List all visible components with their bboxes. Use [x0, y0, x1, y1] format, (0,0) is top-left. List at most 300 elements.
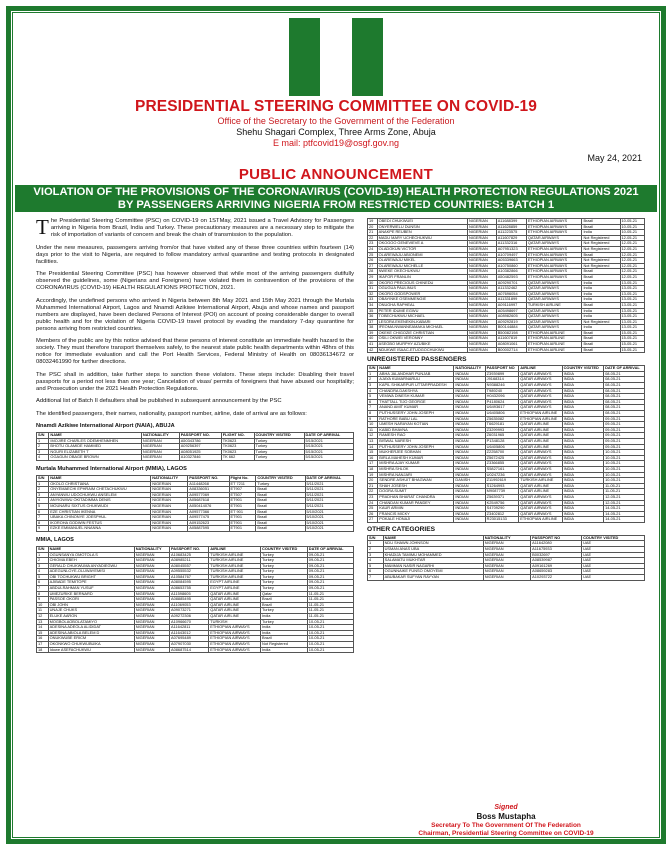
table-cell: 08-05-21 — [604, 388, 645, 394]
table-cell: ETHIOPIAN AIRLINE — [526, 330, 582, 336]
table-header-cell: Flight No. — [229, 475, 256, 481]
table-cell: NIGERIAN — [151, 526, 188, 532]
table-cell: Idowe ASEFACHUKWU — [48, 647, 134, 653]
table-cell: 11-05-21 — [307, 591, 353, 597]
table-header-cell: NAME — [383, 535, 483, 541]
table-cell: NIGERIAN — [134, 608, 169, 614]
table-cell: NIGERIAN — [141, 444, 179, 450]
table-cell: NIGERIAN — [468, 314, 497, 320]
table-row — [368, 319, 645, 325]
table-cell: QATAR AIRWAYS — [526, 297, 582, 303]
table-cell: 39 — [368, 330, 378, 336]
table-cell: 6 — [368, 569, 384, 575]
table-cell: ONUKWUBE ERICM — [48, 636, 134, 642]
table-cell: TOBECHUKWU MICHAEL — [377, 314, 467, 320]
table-cell: 5 — [37, 574, 49, 580]
table-cell: A08539987 — [531, 558, 582, 564]
table-row — [368, 246, 645, 252]
table-cell: 32 — [368, 291, 378, 297]
table-cell: A10293722 — [531, 575, 582, 581]
table-cell: OBI JOHN — [48, 602, 134, 608]
table-cell: ASEGBO MURPHY AZUBIKE — [377, 342, 467, 348]
table-cell: TK0623 — [221, 438, 254, 444]
table-header-cell: S/N — [37, 433, 49, 439]
table-cell: QATAR AIRWAYS — [519, 405, 562, 411]
table-row — [368, 235, 645, 241]
table-header-cell: NATIONALITY — [454, 366, 485, 372]
table-cell: 3 — [37, 563, 49, 569]
table-cell: QATAR AIRWAYS — [526, 319, 582, 325]
table-cell: ETHIOPIAN AIRWAYS — [209, 625, 261, 631]
table-cell: B00144884 — [496, 325, 526, 331]
table-cell: ETHIOPIAN AIRWAYS — [526, 224, 582, 230]
table-cell: 2 — [368, 547, 384, 553]
table-cell: U6405806 — [485, 444, 519, 450]
table-cell: 11-05-21 — [307, 602, 353, 608]
table-cell: INDIA — [562, 461, 603, 467]
table-cell: INDIAN — [454, 377, 485, 383]
table-cell: 5/15/2021 — [304, 438, 353, 444]
table-cell: OLADOKUN VICTOR — [377, 246, 467, 252]
table-cell: Qatar — [261, 591, 308, 597]
table-cell: 12-05-21 — [620, 246, 644, 252]
table-cell: Brazil — [582, 336, 620, 342]
table-row — [368, 263, 645, 269]
table-cell: A07951323 — [496, 246, 526, 252]
table-cell: QATAR AIRWAYS — [526, 286, 582, 292]
table-cell: 1 — [37, 552, 49, 558]
table-cell: Turkey — [261, 608, 308, 614]
table-cell: NIGERIAN — [483, 541, 530, 547]
table-cell: EGYPT AIRLINE — [209, 580, 261, 586]
table-row — [368, 347, 645, 353]
table-cell: UAE — [582, 563, 645, 569]
table-cell: TURKISH AIRLINE — [209, 574, 261, 580]
flag-stripe-left — [289, 18, 320, 96]
table-cell: TK0623 — [221, 449, 254, 455]
table-cell: A50482593 — [496, 274, 526, 280]
table-cell: INDIA — [562, 411, 603, 417]
table-cell: TK 662 — [221, 455, 254, 461]
table-cell: NIGERIAN — [483, 552, 530, 558]
table-header-cell: PASSPORT NO. — [188, 475, 229, 481]
nigeria-flag-icon — [289, 18, 383, 96]
table-cell: ETHIOPIAN AIRLINE — [526, 336, 582, 342]
table-cell: 34 — [368, 302, 378, 308]
table-cell: Turkey — [261, 569, 308, 575]
table-cell: A50343786 — [179, 438, 221, 444]
table-cell: NIGERIAN — [151, 487, 188, 493]
address-line: Shehu Shagari Complex, Three Arms Zone, Abuja — [236, 127, 436, 137]
table-cell: 13-05-21 — [620, 314, 644, 320]
table-header-cell: PASSPORT NO — [531, 535, 582, 541]
table-cell: NIGERIAN — [483, 558, 530, 564]
table-cell: 10-05-21 — [604, 450, 645, 456]
table-cell: A10966670 — [170, 619, 209, 625]
table-cell: ONUGHA RAPHEAL — [377, 302, 467, 308]
table-cell: NIGERIAN — [151, 498, 188, 504]
table-cell: A11643012 — [170, 630, 209, 636]
table-cell: 13-05-21 — [620, 325, 644, 331]
table-cell: NIGERIAN — [468, 224, 497, 230]
table-cell: 15 — [368, 450, 378, 456]
table-cell: MOGBOLAOBOLATAMIYO — [48, 619, 134, 625]
table-cell: Z6031965 — [485, 433, 519, 439]
table-cell: INDIA — [562, 511, 603, 517]
table-cell: A11675933 — [531, 547, 582, 553]
table-cell: India — [261, 630, 308, 636]
table-cell: 17 — [37, 642, 49, 648]
table-cell: A09073271 — [170, 608, 209, 614]
subtitle-line-1: VIOLATION OF THE PROVISIONS OF THE CORONAVIRUS (COVID-19) HEALTH PROTECTION REGULATIONS 2021 — [33, 186, 639, 198]
table-cell: 09-05-21 — [307, 586, 353, 592]
table-cell: NIGERIAN — [468, 274, 497, 280]
table-cell: 5 — [368, 394, 378, 400]
table-cell: 12-05-21 — [604, 494, 645, 500]
table-cell: DANISH — [454, 478, 485, 484]
table-cell: 09-05-21 — [604, 433, 645, 439]
table-cell: NIGERIAN — [134, 597, 169, 603]
table-cell: NIGERIAN — [483, 575, 530, 581]
table-cell: U6405806 — [485, 411, 519, 417]
table-header-cell: PASSPORT NO — [485, 366, 519, 372]
table-cell: 08-05-21 — [604, 405, 645, 411]
table-cell: 5/15/2021 — [304, 444, 353, 450]
table-cell: Not Registered — [582, 319, 620, 325]
table-cell: 36 — [368, 314, 378, 320]
table-cell: QATAR AIRWAYS — [526, 314, 582, 320]
table-cell: A10327846 — [179, 455, 221, 461]
table-cell: 1 — [37, 438, 49, 444]
table-cell: 24 — [368, 500, 378, 506]
table-cell: 08-05-21 — [604, 371, 645, 377]
table-cell: INDIAN — [454, 422, 485, 428]
table-cell: 41 — [368, 342, 378, 348]
table-cell: SALAMATU MUKHTAR — [383, 558, 483, 564]
table-cell: K2549756 — [485, 500, 519, 506]
table-cell: INDIAN — [454, 489, 485, 495]
table-cell: 25 — [368, 506, 378, 512]
table-cell: NIGERIAN — [134, 558, 169, 564]
table-cell: Brazil — [582, 224, 620, 230]
table-cell: NIGERIAN — [134, 569, 169, 575]
table-cell: QATAR AIRWAYS — [519, 494, 562, 500]
table-cell: A11598605 — [170, 591, 209, 597]
table-cell: A09161269 — [531, 563, 582, 569]
table-cell: 19 — [368, 472, 378, 478]
table-cell: 21 — [368, 483, 378, 489]
table-cell: Brazil — [582, 274, 620, 280]
table-cell: PASSOE OKORI — [48, 597, 134, 603]
table-cell: Brazil — [582, 252, 620, 258]
table-cell: Turkey — [261, 574, 308, 580]
table-cell: A05498697 — [496, 308, 526, 314]
table-cell: U6493617 — [485, 405, 519, 411]
table-cell: ADESINA ADEOLA ALIDIDAT — [48, 625, 134, 631]
table-cell: A10709497 — [496, 252, 526, 258]
table-cell: R23015133 — [485, 517, 519, 523]
table-cell: 12-05-21 — [620, 263, 644, 269]
flag-stripe-right — [352, 18, 383, 96]
table-cell: Brazil — [256, 509, 305, 515]
table-cell: INDIA — [562, 478, 603, 484]
table-cell: 9 — [37, 526, 49, 532]
table-cell: NIGERIAN — [134, 630, 169, 636]
table-cell: OLAREWAJU MICHELLE — [377, 263, 467, 269]
table-cell: 38 — [368, 325, 378, 331]
table-cell: INDIA — [562, 438, 603, 444]
table-cell: 10-05-21 — [307, 636, 353, 642]
table-cell: ANAND AMIT KUMAR — [378, 405, 454, 411]
table-cell: CHANDAN KUMAR PANDEY — [378, 500, 454, 506]
table-cell: 14 — [368, 444, 378, 450]
table-cell: N9388246 — [485, 383, 519, 389]
table-cell: INDIAN — [454, 399, 485, 405]
table-header-cell: COUNTRY VISITED — [582, 535, 645, 541]
table-cell: NIGERIAN — [141, 438, 179, 444]
table-cell: NIGERIAN — [151, 492, 188, 498]
mmia-table — [36, 475, 354, 532]
table-cell: INDIAN — [454, 383, 485, 389]
table-cell: QATAR AIRLINE — [519, 444, 562, 450]
table-cell: 10-05-21 — [307, 642, 353, 648]
table-cell: Z3402812 — [485, 511, 519, 517]
table-cell: SENDRE ASHUIT BHAGWAN — [378, 478, 454, 484]
table-cell: Brazil — [582, 219, 620, 225]
table-cell: 35 — [368, 308, 378, 314]
table-cell: 12-05-21 — [620, 258, 644, 264]
table-cell: OBI TOCHUKWU BRIGHT — [48, 574, 134, 580]
paragraph-1 — [36, 215, 354, 239]
table-cell: 8 — [368, 411, 378, 417]
table-cell: NIGERIAN — [468, 280, 497, 286]
table-cell: INDIA — [562, 472, 603, 478]
table-cell: INDIAN — [454, 371, 485, 377]
table-cell: ETHIOPIAN AIRWAYS — [209, 647, 261, 653]
office-line: Office of the Secretary to the Government of the Federation — [217, 116, 455, 126]
table-cell: NIGERIAN — [134, 580, 169, 586]
table-cell: NIGERIAN — [151, 515, 188, 521]
table-cell: TURKISH AIRLINE — [519, 478, 562, 484]
table-cell: Brazil — [256, 526, 305, 532]
table-row — [368, 575, 645, 581]
table-cell: OKOLO CHRISTIANA — [49, 481, 151, 487]
table-cell: IFEOMA NWANNEAMAKA MICHAEL — [377, 325, 467, 331]
table-cell: OGUNNAIKE FUNSO OMOYEMI — [383, 569, 483, 575]
table-cell: NIGERIAN — [468, 325, 497, 331]
table-cell: 4 — [368, 558, 384, 564]
table-cell: 30 — [368, 280, 378, 286]
table-cell: 13-05-21 — [620, 286, 644, 292]
table-cell: TK0623 — [221, 444, 254, 450]
table-cell: NIGERIAN — [134, 625, 169, 631]
table-cell: QATAR AIRWAYS — [519, 511, 562, 517]
table-cell: B0032697 — [531, 552, 582, 558]
table-cell: 10-05-21 — [604, 455, 645, 461]
table-cell: 13-05-21 — [620, 319, 644, 325]
table-cell: 1 — [368, 541, 384, 547]
table-cell: A050414076 — [188, 503, 229, 509]
table-cell: Not Registered — [582, 263, 620, 269]
table-cell: Z3939899 — [485, 371, 519, 377]
table-cell: NIGERIAN — [151, 481, 188, 487]
table-cell: ANYIGWWU OKITADIMMA DENIS — [49, 498, 151, 504]
signatory-title-2: Chairman, Presidential Steering Committee on COVID-19 — [418, 830, 594, 837]
table-cell: A11642080 — [531, 541, 582, 547]
table-cell: A08982605 — [496, 314, 526, 320]
table-cell: NIGERIAN — [468, 308, 497, 314]
table-header-cell: NATIONALITY — [141, 433, 179, 439]
table-cell: A11332316 — [496, 241, 526, 247]
table-cell: Turkey — [261, 586, 308, 592]
table-cell: 09-05-21 — [307, 569, 353, 575]
table-cell: 08-05-21 — [604, 394, 645, 400]
table-cell: ETHIOPIAN AIRWAYS — [526, 219, 582, 225]
table-cell: INDIA — [562, 394, 603, 400]
table-cell: INDIAN — [454, 433, 485, 439]
table-cell: 27 — [368, 517, 378, 523]
paragraph-1-text: he Presidential Steering Committee (PSC) on COVID-19 on 1STMay, 2021 issued a Travel Advisory for Passengers arriving in Nigeria from Brazil, India and Turkey. These precautionary measures are a necessary step to mitigate the risk of importation of variants of concern and break the chain of transmission to the population. — [50, 218, 354, 238]
table-cell: 12-05-21 — [620, 252, 644, 258]
table-cell: A09272306 — [170, 614, 209, 620]
table-cell: 2 — [37, 558, 49, 564]
table-cell: INDIA — [562, 450, 603, 456]
table-cell: NIGERIAN — [483, 569, 530, 575]
table-cell: Z11992619 — [485, 478, 519, 484]
table-header-cell: DATE OF ARRIVAL — [305, 475, 354, 481]
table-cell: 5/10/2021 — [305, 509, 354, 515]
table-header-cell: NAME — [49, 475, 151, 481]
table-cell: 6 — [368, 399, 378, 405]
table-cell: INDIA — [562, 427, 603, 433]
table-cell: OGUGUA PAULINUS — [377, 286, 467, 292]
table-cell: 3 — [37, 492, 49, 498]
table-cell: 08-05-21 — [604, 383, 645, 389]
table-cell: INDIA — [562, 506, 603, 512]
table-cell: NGURI ELIZABETH T — [49, 449, 141, 455]
table-cell: ET901 — [229, 515, 256, 521]
table-cell: India — [582, 291, 620, 297]
table-cell: 4 — [37, 455, 49, 461]
table-cell: 09-05-21 — [604, 422, 645, 428]
table-cell: A05887595 — [188, 526, 229, 532]
table-cell: 10-05-21 — [307, 647, 353, 653]
table-cell: ETHIOPIAN AIRWAYS — [526, 246, 582, 252]
table-cell: 13-05-21 — [620, 291, 644, 297]
table-cell: 11 — [368, 427, 378, 433]
table-cell: A05339663 — [496, 258, 526, 264]
table-cell: Z2258700 — [485, 450, 519, 456]
table-cell: QATAR AIRWAYS — [519, 500, 562, 506]
table-cell: Brazil — [582, 347, 620, 353]
table-cell: ETHIOPIAN AIRLINE — [526, 342, 582, 348]
table-cell: ETHIOPIAN AIRWAYS — [526, 230, 582, 236]
table-cell: OBAYINKE OSEMMENGIE — [377, 297, 467, 303]
table-cell: NIGERIAN — [141, 455, 179, 461]
table-header-cell: DATE OF ARRIVAL — [307, 546, 353, 552]
table-cell: P1348128 — [485, 438, 519, 444]
table-cell: OKORO GODSPOWER — [377, 291, 467, 297]
table-row — [368, 258, 645, 264]
table-cell: QATAR AIRWAYS — [526, 291, 582, 297]
table-cell: India — [261, 625, 308, 631]
table-cell: Brazil — [261, 602, 308, 608]
table-cell: ELUKE AARON — [48, 614, 134, 620]
table-cell: Turkey — [256, 481, 305, 487]
table-cell: 7 — [368, 405, 378, 411]
table-cell: A08687514 — [170, 647, 209, 653]
table-cell: ETHIOPIAN AIRLINE — [519, 411, 562, 417]
table-cell: EZE CHRISTIAN IKENNA — [49, 509, 151, 515]
table-cell: ET901 — [229, 503, 256, 509]
table-cell: 12-05-21 — [604, 500, 645, 506]
table-cell: 6 — [37, 509, 49, 515]
table-cell: A10584767 — [170, 574, 209, 580]
table-cell: QATAR AIRWAYS — [519, 506, 562, 512]
table-cell: A11628859 — [496, 224, 526, 230]
table-cell: POKALE HONAJI — [378, 517, 454, 523]
table-cell: A11607829 — [496, 235, 526, 241]
table-cell: RATHORE BABU LAL — [378, 416, 454, 422]
table-cell: 4 — [368, 388, 378, 394]
table-cell: 20 — [368, 478, 378, 484]
table-cell: NIGERIAN — [468, 252, 497, 258]
table-cell: ETHIOPIAN AIRWAYS — [209, 636, 261, 642]
table-cell: A08336051 — [188, 487, 229, 493]
table-cell: 26 — [368, 258, 378, 264]
table-cell: NIGERIAN — [468, 241, 497, 247]
table-cell: 09-05-21 — [307, 552, 353, 558]
table-cell: AJAYA KUMARNARULI — [378, 377, 454, 383]
table-cell: ETHIOPIAN AIRLINE — [519, 517, 562, 523]
table-cell: SHAH JOSESH — [378, 483, 454, 489]
table-header-cell: NATIONALITY — [134, 546, 169, 552]
table-cell: 1 — [37, 481, 49, 487]
table-cell: AJIBADE TEMITOPE — [48, 580, 134, 586]
table-cell: 12-05-21 — [620, 274, 644, 280]
table-cell: QATAR AIRWAYS — [526, 325, 582, 331]
table-cell: OGAGUN OBAGE BROWN — [49, 455, 141, 461]
table-header-cell: PASSPORT NO. — [179, 433, 221, 439]
table-cell: NIGERIAN — [468, 258, 497, 264]
table-cell: 09-05-21 — [307, 574, 353, 580]
table-cell: QATAR AIRLINE — [209, 597, 261, 603]
table-cell: A09292819 — [496, 319, 526, 325]
table-cell: India — [582, 325, 620, 331]
table-cell: 09-05-21 — [604, 444, 645, 450]
table-cell: BISWAL NARESH — [378, 438, 454, 444]
table-cell: 18 — [37, 647, 49, 653]
table-cell: 09-05-21 — [604, 438, 645, 444]
table-cell: H0432096 — [485, 394, 519, 400]
table-cell: NDUKWE ISAAC-ETUOGOCHUKWU — [377, 347, 467, 353]
mma-section-title: MMIA, LAGOS — [36, 536, 74, 543]
table-cell: A05687618 — [188, 498, 229, 504]
table-cell: NIGERIAN — [134, 552, 169, 558]
table-cell: QATAR AIRLINE — [519, 483, 562, 489]
table-cell: 08-05-21 — [604, 411, 645, 417]
table-cell: 13-05-21 — [620, 297, 644, 303]
left-column — [36, 215, 354, 653]
table-cell: Not Registered — [582, 235, 620, 241]
table-cell: ETHIOPIAN AIRLINE — [526, 347, 582, 353]
table-cell: FRANCIS MICKY — [378, 511, 454, 517]
table-cell: UAE — [582, 541, 645, 547]
unregistered-table — [367, 365, 645, 523]
table-cell: NIGERIAN — [483, 547, 530, 553]
table-cell: 2 — [37, 444, 49, 450]
table-cell: ETHIOPIAN AIRWAYS — [526, 258, 582, 264]
